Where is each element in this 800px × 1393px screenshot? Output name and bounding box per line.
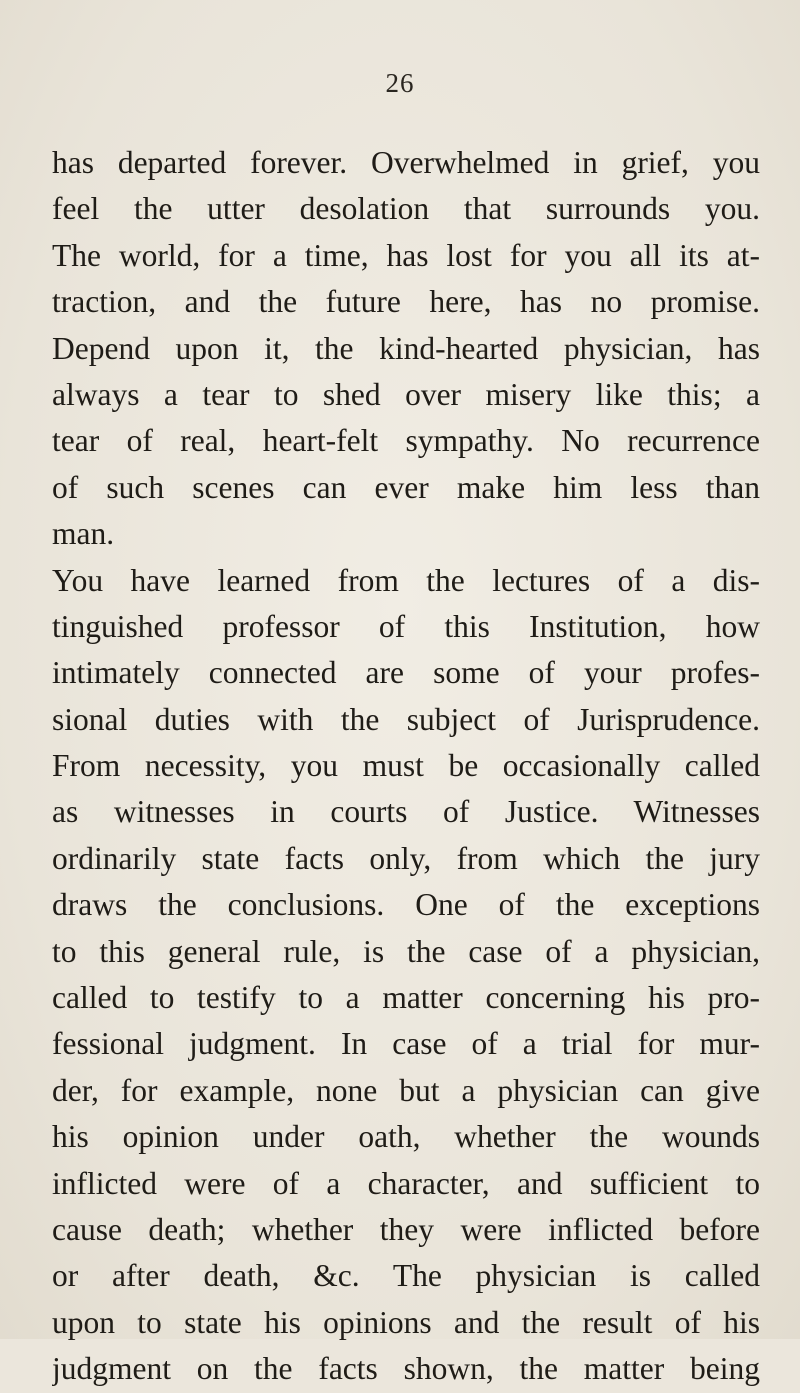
body-text [52, 140, 760, 1393]
text-line: sional duties with the subject of Jurisprudence. [52, 701, 760, 737]
text-line: draws the conclusions. One of the exceptions [52, 887, 760, 923]
text-line: traction, and the future here, has no promise. [52, 284, 760, 320]
page-number: 26 [385, 68, 415, 98]
text-line: or after death, &c. The physician is called [52, 1258, 760, 1294]
text-line: fessional judgment. In case of a trial for mur- [52, 1026, 760, 1062]
text-line: judgment on the facts shown, the matter being [52, 1351, 760, 1387]
text-line: intimately connected are some of your profes- [52, 655, 760, 691]
text-line: der, for example, none but a physician can give [52, 1072, 760, 1108]
text-line: upon to state his opinions and the result of his [52, 1304, 760, 1340]
text-line: feel the utter desolation that surrounds you. [52, 191, 760, 227]
text-line: man. [52, 516, 115, 552]
text-line: tinguished professor of this Institution, how [52, 608, 760, 644]
text-line: called to testify to a matter concerning his pro- [52, 980, 760, 1016]
text-line: as witnesses in courts of Justice. Witnesses [52, 794, 760, 830]
text-line: to this general rule, is the case of a physician, [52, 933, 760, 969]
text-line: You have learned from the lectures of a dis- [52, 562, 760, 598]
text-line: inflicted were of a character, and sufficient to [52, 1165, 760, 1201]
text-line: has departed forever. Overwhelmed in grief, you [52, 145, 760, 180]
text-line: always a tear to shed over misery like this; a [52, 376, 760, 412]
text-line: Depend upon it, the kind-hearted physician, has [52, 330, 760, 366]
text-line: tear of real, heart-felt sympathy. No recurrence [52, 423, 760, 459]
text-line: cause death; whether they were inflicted before [52, 1211, 760, 1247]
text-line: ordinarily state facts only, from which the jury [52, 840, 760, 876]
text-line: his opinion under oath, whether the wounds [52, 1119, 760, 1155]
text-line: From necessity, you must be occasionally called [52, 748, 760, 784]
text-line: The world, for a time, has lost for you all its at- [52, 237, 760, 273]
text-line: of such scenes can ever make him less than [52, 469, 760, 505]
